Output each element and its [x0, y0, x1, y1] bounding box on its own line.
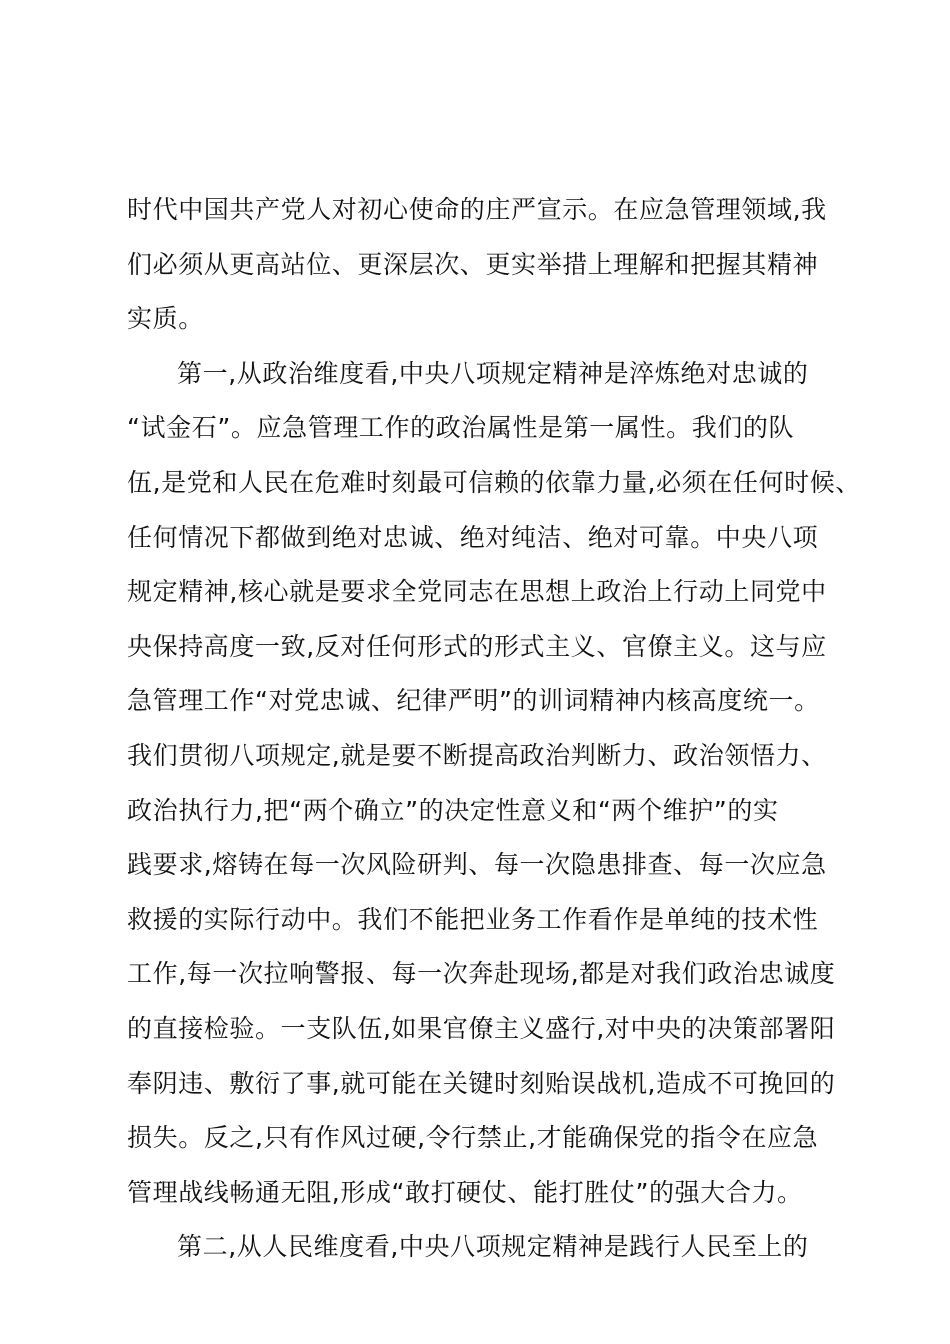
text-line: 政治执行力,把“两个确立”的决定性意义和“两个维护”的实	[127, 795, 779, 825]
text-line: 伍,是党和人民在危难时刻最可信赖的依靠力量,必须在任何时候、	[127, 467, 861, 497]
text-line: 任何情况下都做到绝对忠诚、绝对纯洁、绝对可靠。中央八项	[127, 522, 819, 552]
body-text	[127, 183, 861, 1275]
text-line: 急管理工作“对党忠诚、纪律严明”的训词精神内核高度统一。	[127, 686, 820, 716]
text-line: 践要求,熔铸在每一次风险研判、每一次隐患排查、每一次应急	[127, 850, 827, 880]
text-line: “试金石”。应急管理工作的政治属性是第一属性。我们的队	[127, 413, 795, 443]
text-line: 损失。反之,只有作风过硬,令行禁止,才能确保党的指令在应急	[127, 1123, 819, 1153]
text-line: 的直接检验。一支队伍,如果官僚主义盛行,对中央的决策部署阳	[127, 1013, 836, 1043]
paragraph-first-line: 第一,从政治维度看,中央八项规定精神是淬炼绝对忠诚的	[177, 358, 809, 388]
text-line: 工作,每一次拉响警报、每一次奔赴现场,都是对我们政治忠诚度	[127, 959, 836, 989]
text-line: 救援的实际行动中。我们不能把业务工作看作是单纯的技术性	[127, 904, 819, 934]
text-line: 央保持高度一致,反对任何形式的形式主义、官僚主义。这与应	[127, 631, 827, 661]
text-line: 管理战线畅通无阻,形成“敢打硬仗、能打胜仗”的强大合力。	[127, 1177, 803, 1207]
text-line: 时代中国共产党人对初心使命的庄严宣示。在应急管理领域,我	[127, 195, 827, 224]
text-line: 实质。	[127, 304, 204, 334]
paragraph-first-line: 第二,从人民维度看,中央八项规定精神是践行人民至上的	[177, 1232, 809, 1262]
text-line: 奉阴违、敷衍了事,就可能在关键时刻贻误战机,造成不可挽回的	[127, 1068, 836, 1098]
text-line: 规定精神,核心就是要求全党同志在思想上政治上行动上同党中	[127, 577, 827, 607]
text-line: 我们贯彻八项规定,就是要不断提高政治判断力、政治领悟力、	[127, 740, 827, 770]
text-line: 们必须从更高站位、更深层次、更实举措上理解和把握其精神	[127, 249, 819, 279]
